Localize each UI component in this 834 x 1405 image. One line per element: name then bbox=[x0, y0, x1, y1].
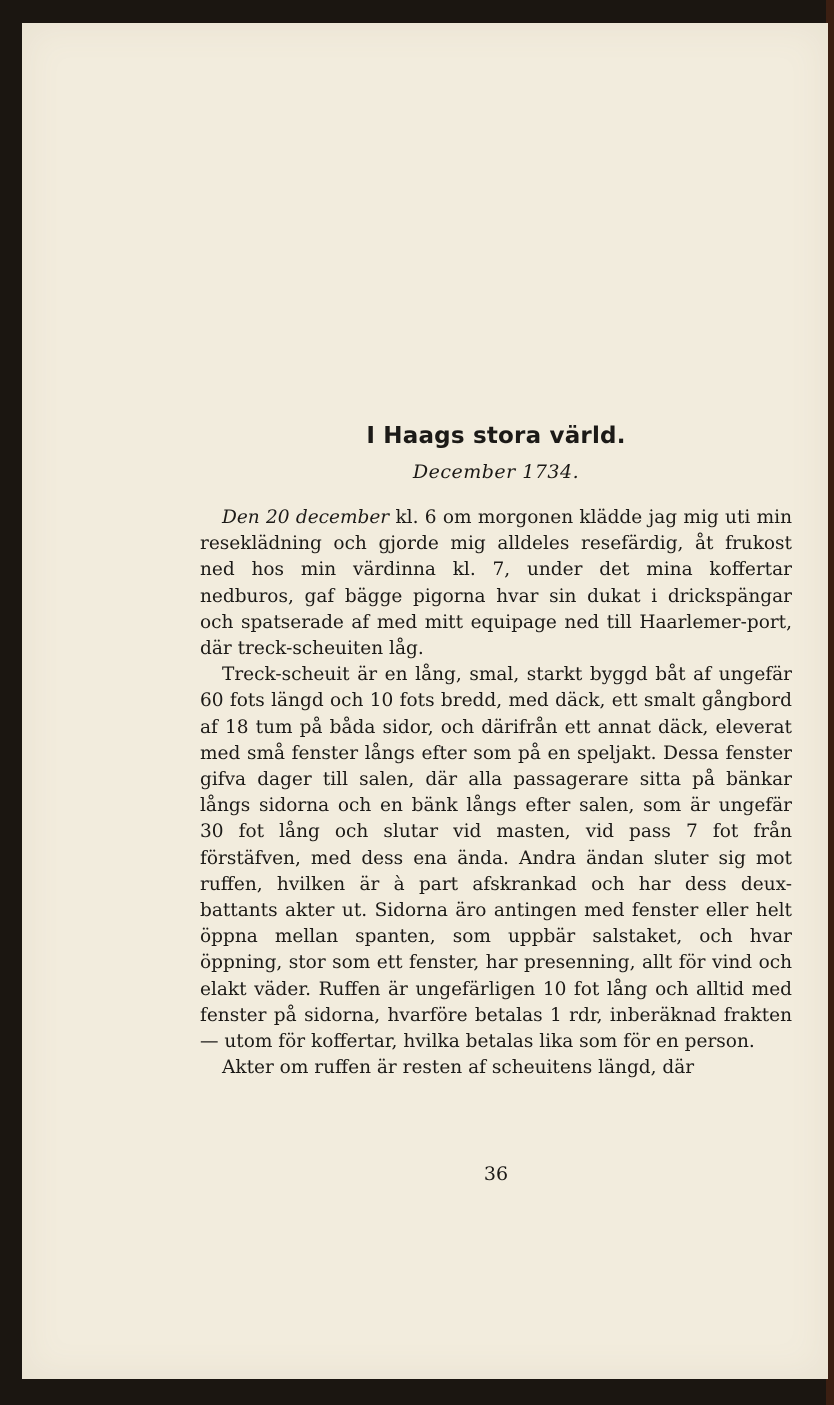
paragraph-2: Treck-scheuit är en lång, smal, starkt byggd båt af ungefär 60 fots längd och 10 fots bredd, med däck, ett smalt gångbord af 18 tum på båda sidor, och därifrån ett annat däck, eleverat med små fenster långs efter som på en speljakt. Dessa fenster gifva dager till salen, där alla passagerare sitta på bänkar långs sidorna och en bänk långs efter salen, som är ungefär 30 fot lång och slutar vid masten, vid pass 7 fot från förstäfven, med dess ena ända. Andra ändan sluter sig mot ruffen, hvilken är à part afskrankad och har dess deux-battants akter ut. Sidorna äro antingen med fenster eller helt öppna mellan spanten, som uppbär salstaket, och hvar öppning, stor som ett fenster, har presenning, allt för vind och elakt väder. Ruffen är ungefärligen 10 fot lång och alltid med fenster på sidorna, hvarföre betalas 1 rdr, inberäknad frakten — utom för koffertar, hvilka betalas lika som för en person. bbox=[200, 664, 792, 1053]
body-text bbox=[200, 505, 792, 1081]
page-content bbox=[200, 421, 792, 1185]
paragraph-1-lead: Den 20 december bbox=[222, 507, 390, 528]
book-page bbox=[22, 23, 828, 1379]
paragraph-3: Akter om ruffen är resten af scheuitens längd, där bbox=[222, 1057, 695, 1079]
chapter-title: I Haags stora värld. bbox=[366, 423, 626, 449]
page-number: 36 bbox=[483, 1163, 509, 1185]
chapter-subtitle-date: December 1734. bbox=[412, 461, 580, 483]
paragraph-1-text: kl. 6 om morgonen klädde jag mig uti min reseklädning och gjorde mig alldeles resefärdig, åt frukost ned hos min värdinna kl. 7, under det mina koffertar nedburos, gaf bägge pigorna hvar sin dukat i drickspängar och spatserade af med mitt equipage ned till Haarlemer-port, där treck-scheuiten låg. bbox=[200, 507, 792, 660]
paragraph-1 bbox=[200, 505, 792, 662]
